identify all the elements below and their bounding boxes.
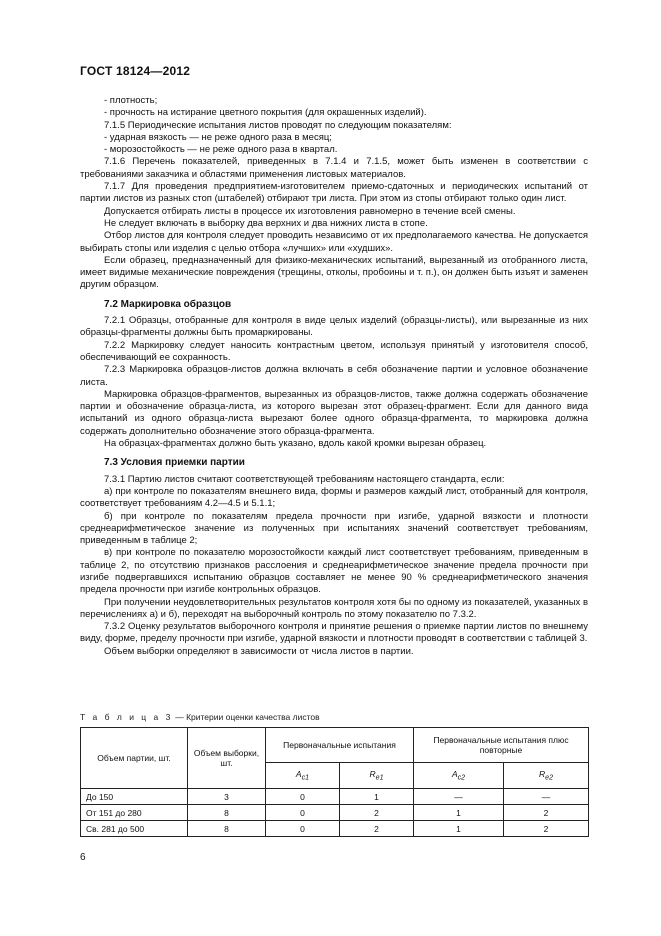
paragraph: - ударная вязкость — не реже одного раза в месяц; <box>104 131 332 143</box>
col-header-initial: Первоначальные испытания <box>266 728 414 763</box>
table-cell: 0 <box>266 821 340 837</box>
paragraph: 7.1.5 Периодические испытания листов проводят по следующим показателям: <box>104 119 452 131</box>
criteria-table <box>80 727 589 837</box>
table-cell: 3 <box>188 789 266 805</box>
paragraph: При получении неудовлетворительных результатов контроля хотя бы по одному из показателей, указанных в перечислениях а) и б), переходят на выборочный контроль по этому показателю по 7.3.2. <box>80 596 588 620</box>
table-cell: 2 <box>504 805 589 821</box>
col-header-re1: $R_{e1}$ <box>340 763 414 789</box>
col-header-re2: $R_{e2}$ <box>504 763 589 789</box>
paragraph: 7.2.2 Маркировку следует наносить контрастным цветом, используя принятый у изготовителя способ, обеспечивающий ее сохранность. <box>80 339 588 363</box>
table-cell: 1 <box>414 805 504 821</box>
table-caption-label: Т а б л и ц а 3 <box>80 712 173 722</box>
table-cell: 0 <box>266 805 340 821</box>
col-header-ac2: $A_{c2}$ <box>414 763 504 789</box>
col-header-sample-size: Объем выборки, шт. <box>188 728 266 789</box>
table-cell: До 150 <box>81 789 188 805</box>
table-cell: 2 <box>340 821 414 837</box>
col-header-ac1: $A_{c1}$ <box>266 763 340 789</box>
paragraph: Маркировка образцов-фрагментов, вырезанных из образцов-листов, также должна содержать обозначение партии и обозначение образца-листа, из которого вырезан этот образец-фрагмент. Если для данного вида испытаний из одного образца-листа вырезают более одного образца-фрагмента, то маркировка должна содержать дополнительно обозначение этого образца-фрагмента. <box>80 388 588 437</box>
table-caption-text: — Критерии оценки качества листов <box>172 712 320 722</box>
table-caption <box>80 712 320 722</box>
table-cell: 8 <box>188 805 266 821</box>
col-header-lot-size: Объем партии, шт. <box>81 728 188 789</box>
col-header-initial-plus: Первоначальные испытания плюс повторные <box>414 728 589 763</box>
table-cell: 1 <box>340 789 414 805</box>
table-cell: От 151 до 280 <box>81 805 188 821</box>
paragraph: Если образец, предназначенный для физико-механических испытаний, вырезанный из отобранного листа, имеет видимые механические повреждения (трещины, отколы, пробоины и т. п.), он должен быть изъят и заменен другим образцом. <box>80 254 588 291</box>
page-number: 6 <box>80 852 86 863</box>
paragraph: 7.1.6 Перечень показателей, приведенных в 7.1.4 и 7.1.5, может быть изменен в соответствии с требованиями заказчика и областями применения листовых материалов. <box>80 156 588 180</box>
table-cell: Св. 281 до 500 <box>81 821 188 837</box>
table-cell: — <box>414 789 504 805</box>
document-header: ГОСТ 18124—2012 <box>80 64 191 78</box>
table-row <box>81 805 589 821</box>
paragraph: Не следует включать в выборку два верхних и два нижних листа в стопе. <box>104 217 428 229</box>
paragraph: На образцах-фрагментах должно быть указано, вдоль какой кромки вырезан образец. <box>104 438 487 450</box>
table-cell: 1 <box>414 821 504 837</box>
paragraph: Отбор листов для контроля следует проводить независимо от их предполагаемого качества. Не допускается выбирать стопы или изделия с целью отбора «лучших» или «худших». <box>80 230 588 254</box>
table-cell: 0 <box>266 789 340 805</box>
paragraph: 7.3.1 Партию листов считают соответствующей требованиям настоящего стандарта, если: <box>104 473 505 485</box>
table-row <box>81 789 589 805</box>
paragraph: 7.2.3 Маркировка образцов-листов должна включать в себя обозначение партии и условное обозначение листа. <box>80 364 588 388</box>
table-cell: 2 <box>504 821 589 837</box>
paragraph: - прочность на истирание цветного покрытия (для окрашенных изделий). <box>104 107 427 119</box>
table-cell: 2 <box>340 805 414 821</box>
paragraph: 7.3.2 Оценку результатов выборочного контроля и принятие решения о приемке партии листов по внешнему виду, форме, пределу прочности при изгибе, ударной вязкости и плотности проводят в соответствии с таблицей 3. <box>80 621 588 645</box>
paragraph: в) при контроле по показателю морозостойкости каждый лист соответствует требованиям, приведенным в таблице 2, по отсутствию признаков расслоения и среднеарифметическое значение предела прочности при изгибе подвергавшихся испытанию образцов составляет не менее 90 % среднеарифметического значения предела прочности при изгибе контрольных образцов. <box>80 547 588 596</box>
table-cell: 8 <box>188 821 266 837</box>
paragraph: Допускается отбирать листы в процессе их изготовления равномерно в течение всей смены. <box>104 205 516 217</box>
table-cell: — <box>504 789 589 805</box>
paragraph: а) при контроле по показателям внешнего вида, формы и размеров каждый лист, отобранный для контроля, соответствует требованиям 4.2—4.5 и 5.1.1; <box>80 485 588 510</box>
table-row <box>81 821 589 837</box>
paragraph: Объем выборки определяют в зависимости от числа листов в партии. <box>104 645 414 657</box>
paragraph: - морозостойкость — не реже одного раза в квартал. <box>104 144 338 156</box>
paragraph: 7.2.1 Образцы, отобранные для контроля в виде целых изделий (образцы-листы), или вырезанные из них образцы-фрагменты должны быть промаркированы. <box>80 315 588 339</box>
paragraph: 7.1.7 Для проведения предприятием-изготовителем приемо-сдаточных и периодических испытаний от партии листов из разных стоп (штабелей) отбирают три листа. При этом из стопы отбирают только один лист. <box>80 181 588 205</box>
body-text <box>80 95 588 658</box>
paragraph: - плотность; <box>104 95 158 106</box>
paragraph: б) при контроле по показателям предела прочности при изгибе, ударной вязкости и плотности среднеарифметическое значение из полученных при испытаниях значений соответствует требованиям, приведенным в таблице 2; <box>80 510 588 547</box>
section-heading-7-2: 7.2 Маркировка образцов <box>104 298 232 310</box>
section-heading-7-3: 7.3 Условия приемки партии <box>104 457 245 469</box>
